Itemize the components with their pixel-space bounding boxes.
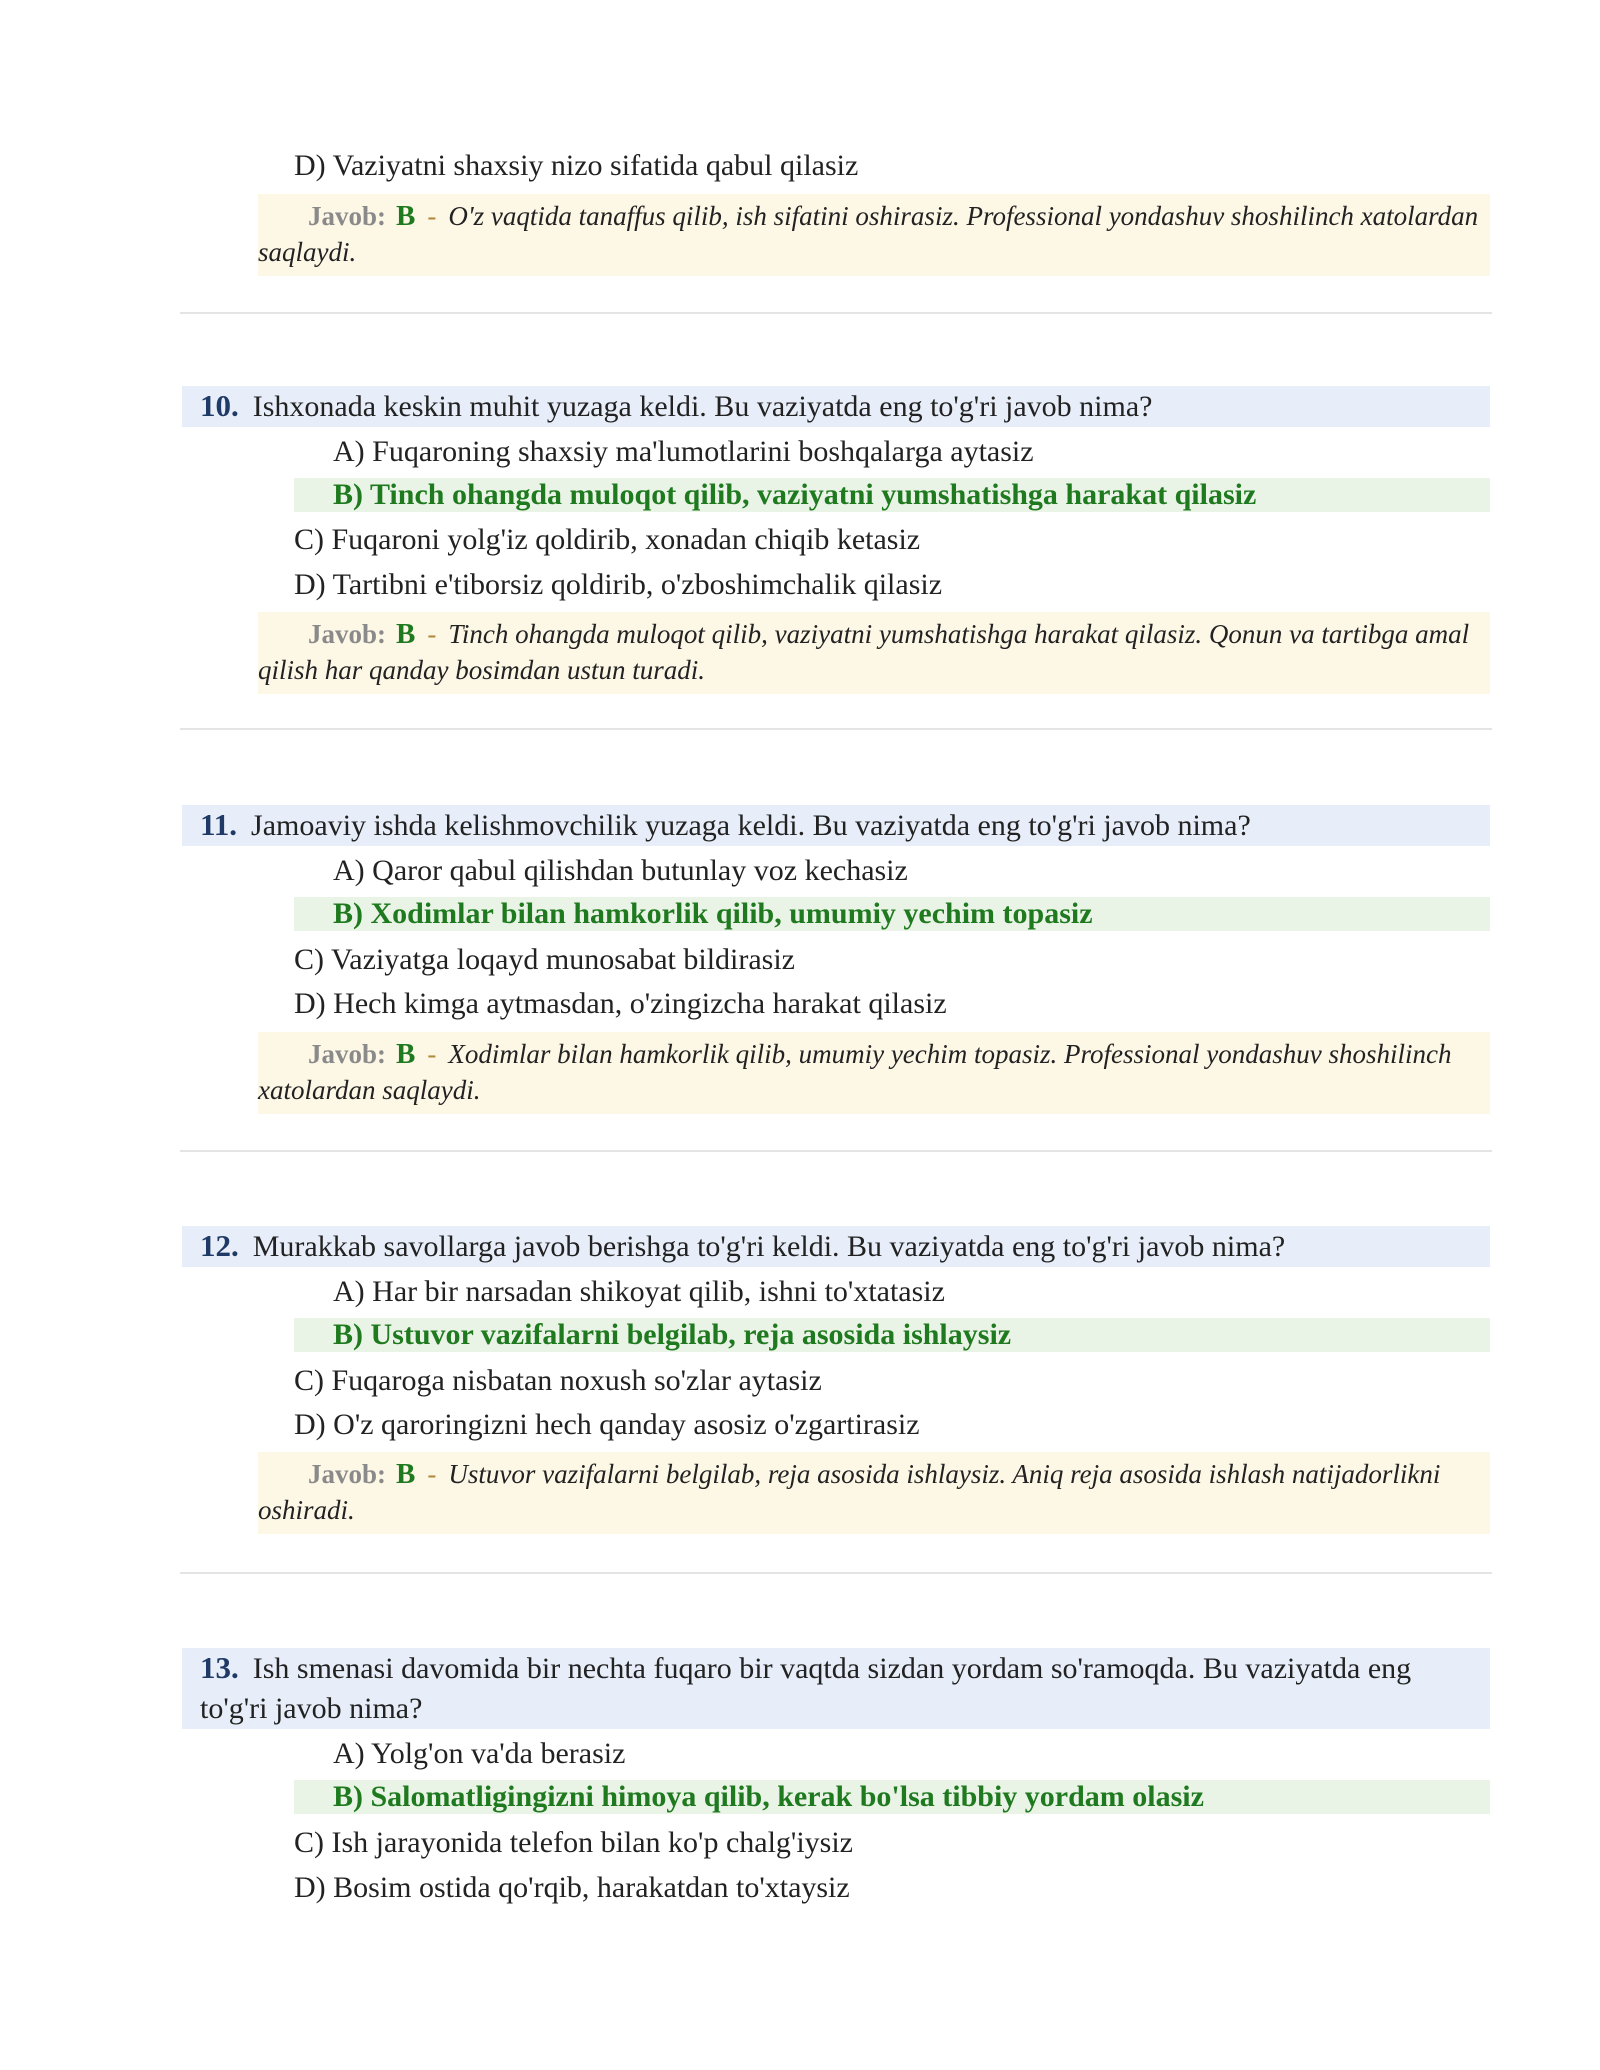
option-c: C) Fuqaroga nisbatan noxush so'zlar aytasiz — [294, 1364, 822, 1397]
option-a: A) Qaror qabul qilishdan butunlay voz kechasiz — [333, 854, 908, 887]
answer-block — [258, 612, 1490, 694]
option-b-correct: B) Ustuvor vazifalarni belgilab, reja asosida ishlaysiz — [294, 1318, 1490, 1352]
answer-block — [258, 1032, 1490, 1114]
option-d: D) Bosim ostida qo'rqib, harakatdan to'xtaysiz — [294, 1871, 850, 1904]
answer-explanation: Tinch ohangda muloqot qilib, vaziyatni yumshatishga harakat qilasiz. Qonun va tartibga amal qilish har qanday bosimdan ustun turadi. — [258, 619, 1470, 685]
answer-explanation: O'z vaqtida tanaffus qilib, ish sifatini oshirasiz. Professional yondashuv shoshilinch xatolardan saqlaydi. — [258, 201, 1479, 267]
question-text: Jamoaviy ishda kelishmovchilik yuzaga keldi. Bu vaziyatda eng to'g'ri javob nima? — [251, 809, 1251, 842]
answer-letter: B — [396, 1038, 416, 1070]
option-d: D) O'z qaroringizni hech qanday asosiz o'zgartirasiz — [294, 1408, 920, 1441]
option-c: C) Fuqaroni yolg'iz qoldirib, xonadan chiqib ketasiz — [294, 523, 921, 556]
option-b-correct: B) Xodimlar bilan hamkorlik qilib, umumiy yechim topasiz — [294, 897, 1490, 931]
option-c: C) Vaziyatga loqayd munosabat bildirasiz — [294, 943, 795, 976]
separator — [180, 312, 1492, 314]
answer-letter: B — [396, 200, 416, 232]
option-c: C) Ish jarayonida telefon bilan ko'p chalg'iysiz — [294, 1826, 853, 1859]
question-text: Murakkab savollarga javob berishga to'g'ri keldi. Bu vaziyatda eng to'g'ri javob nima? — [252, 1230, 1286, 1263]
question-text: Ish smenasi davomida bir nechta fuqaro bir vaqtda sizdan yordam so'ramoqda. Bu vaziyatda eng to'g'ri javob nima? — [200, 1652, 1412, 1725]
option-d: D) Vaziyatni shaxsiy nizo sifatida qabul qilasiz — [294, 149, 859, 182]
question-header — [182, 1648, 1490, 1729]
question-header — [182, 386, 1490, 427]
question-number: 13. — [200, 1650, 239, 1685]
question-number: 12. — [200, 1228, 239, 1263]
answer-block — [258, 1452, 1490, 1534]
option-a: A) Har bir narsadan shikoyat qilib, ishni to'xtatasiz — [333, 1275, 945, 1308]
question-header — [182, 805, 1490, 846]
option-d: D) Hech kimga aytmasdan, o'zingizcha harakat qilasiz — [294, 987, 947, 1020]
answer-label: Javob: — [308, 1459, 387, 1489]
question-number: 11. — [200, 807, 238, 842]
option-d: D) Tartibni e'tiborsiz qoldirib, o'zboshimchalik qilasiz — [294, 568, 943, 601]
question-header — [182, 1226, 1490, 1267]
option-b-correct: B) Salomatligingizni himoya qilib, kerak bo'lsa tibbiy yordam olasiz — [294, 1780, 1490, 1814]
answer-label: Javob: — [308, 201, 387, 231]
option-a: A) Fuqaroning shaxsiy ma'lumotlarini boshqalarga aytasiz — [333, 435, 1034, 468]
answer-letter: B — [396, 1458, 416, 1490]
answer-block — [258, 194, 1490, 276]
answer-label: Javob: — [308, 1039, 387, 1069]
answer-explanation: Xodimlar bilan hamkorlik qilib, umumiy yechim topasiz. Professional yondashuv shoshilinch xatolardan saqlaydi. — [258, 1039, 1452, 1105]
separator — [180, 728, 1492, 730]
separator — [180, 1572, 1492, 1574]
separator — [180, 1150, 1492, 1152]
question-text: Ishxonada keskin muhit yuzaga keldi. Bu vaziyatda eng to'g'ri javob nima? — [252, 390, 1153, 423]
answer-dash: - — [427, 1459, 437, 1489]
answer-explanation: Ustuvor vazifalarni belgilab, reja asosida ishlaysiz. Aniq reja asosida ishlash natijadorlikni oshiradi. — [258, 1459, 1441, 1525]
question-number: 10. — [200, 388, 239, 423]
answer-letter: B — [396, 618, 416, 650]
option-b-correct: B) Tinch ohangda muloqot qilib, vaziyatni yumshatishga harakat qilasiz — [294, 478, 1490, 512]
answer-dash: - — [427, 619, 437, 649]
option-a: A) Yolg'on va'da berasiz — [333, 1737, 626, 1770]
answer-dash: - — [427, 1039, 437, 1069]
answer-dash: - — [427, 201, 437, 231]
answer-label: Javob: — [308, 619, 387, 649]
